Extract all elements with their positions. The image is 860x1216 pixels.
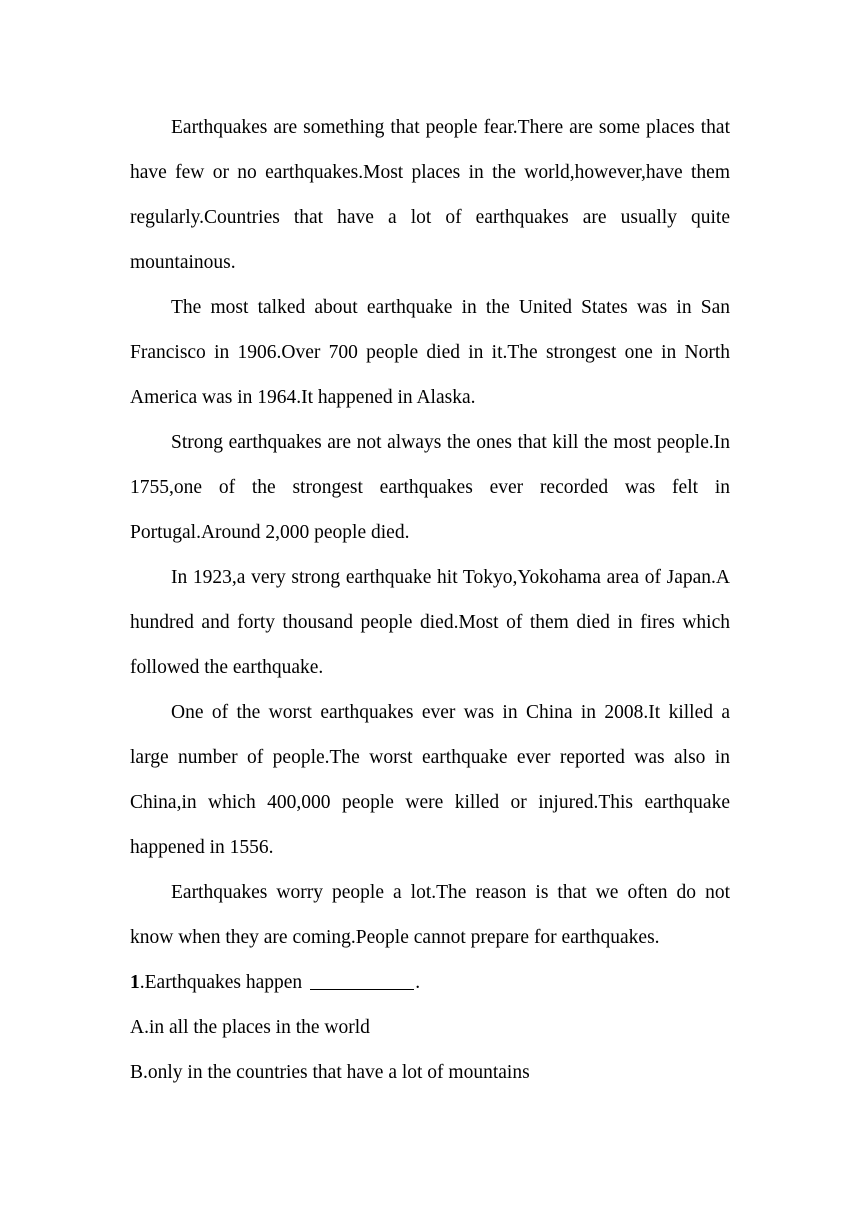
paragraph: One of the worst earthquakes ever was in China in 2008.It killed a large number of people.The worst earthquake ever reported was also in China,in which 400,000 people were killed or injured.This earthquake happened in 1556. [130,702,730,858]
paragraph: Strong earthquakes are not always the ones that kill the most people.In 1755,one of the strongest earthquakes ever recorded was felt in Portugal.Around 2,000 people died. [130,432,730,543]
paragraph: Earthquakes are something that people fear.There are some places that have few or no earthquakes.Most places in the world,however,have them regularly.Countries that have a lot of earthquakes are usually quite mountainous. [130,117,730,273]
option-b: B.only in the countries that have a lot of mountains [130,1062,530,1083]
question-text: .Earthquakes happen [139,972,303,993]
paragraph: In 1923,a very strong earthquake hit Tokyo,Yokohama area of Japan.A hundred and forty thousand people died.Most of them died in fires which followed the earthquake. [130,567,730,678]
question-number: 1 [130,972,140,993]
document-page [130,105,730,1095]
paragraph: Earthquakes worry people a lot.The reason is that we often do not know when they are coming.People cannot prepare for earthquakes. [130,882,730,948]
question-1 [130,960,730,1095]
paragraph: The most talked about earthquake in the United States was in San Francisco in 1906.Over 700 people died in it.The strongest one in North America was in 1964.It happened in Alaska. [130,297,730,408]
answer-blank [310,969,414,990]
question-stem [130,960,730,1005]
option-a: A.in all the places in the world [130,1017,370,1038]
reading-passage [130,105,730,960]
question-end: . [415,972,421,993]
